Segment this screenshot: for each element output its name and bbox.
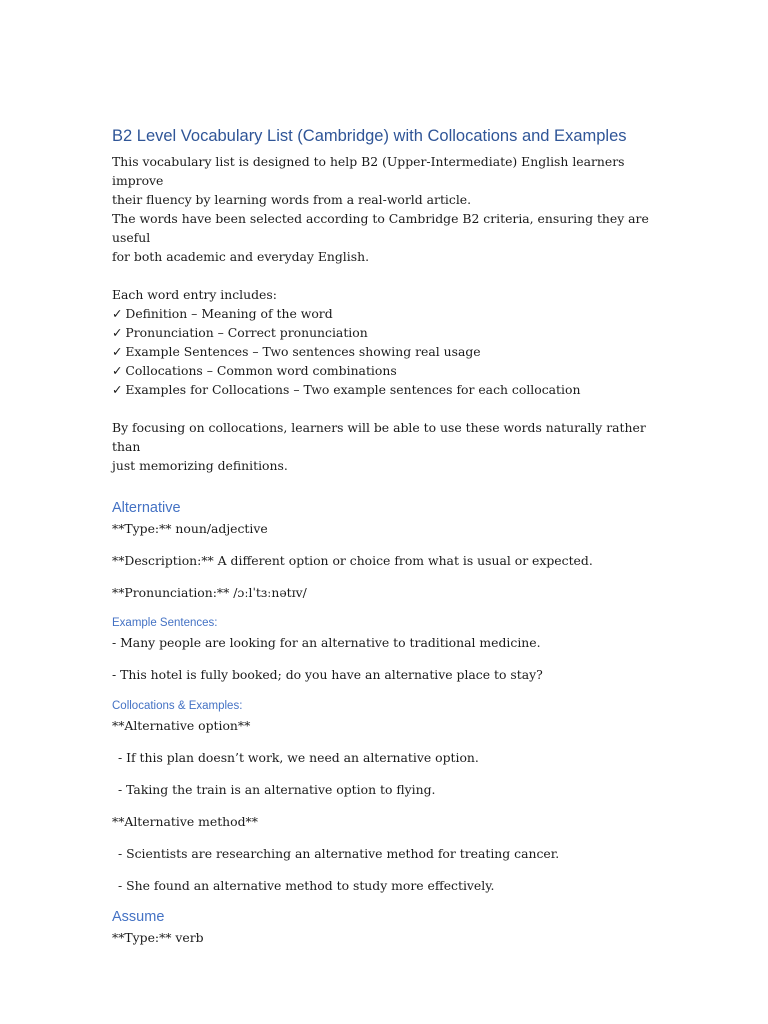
entry-intro: Each word entry includes: (112, 287, 277, 302)
word-pronunciation: **Pronunciation:** /ɔːlˈtɜːnətɪv/ (112, 585, 307, 600)
checklist-item: ✓ Example Sentences – Two sentences showing real usage (112, 342, 672, 361)
word-heading-alternative: Alternative (112, 500, 181, 516)
word-type: **Type:** verb (112, 930, 204, 945)
collocation-example: - If this plan doesn’t work, we need an alternative option. (118, 750, 479, 765)
example-sentences-heading: Example Sentences: (112, 617, 218, 629)
example-sentence: - This hotel is fully booked; do you have an alternative place to stay? (112, 667, 543, 682)
intro-line-1: This vocabulary list is designed to help B2 (Upper-Intermediate) English learners improve (112, 154, 625, 188)
focus-line-1: By focusing on collocations, learners will be able to use these words naturally rather than (112, 420, 646, 454)
document-page (112, 124, 672, 947)
word-heading-assume: Assume (112, 909, 165, 925)
example-sentence: - Many people are looking for an alternative to traditional medicine. (112, 635, 541, 650)
checklist-item: ✓ Pronunciation – Correct pronunciation (112, 323, 672, 342)
spacer (112, 399, 672, 418)
focus-line-2: just memorizing definitions. (112, 458, 288, 473)
entry-checklist (112, 304, 672, 399)
intro-line-2: their fluency by learning words from a real-world article. (112, 192, 472, 207)
document-title: B2 Level Vocabulary List (Cambridge) with Collocations and Examples (112, 127, 627, 145)
intro-line-3: The words have been selected according to Cambridge B2 criteria, ensuring they are useful (112, 211, 649, 245)
collocation-example: - Scientists are researching an alternative method for treating cancer. (118, 846, 560, 861)
collocations-heading: Collocations & Examples: (112, 700, 243, 712)
checklist-item: ✓ Definition – Meaning of the word (112, 304, 672, 323)
word-description: **Description:** A different option or choice from what is usual or expected. (112, 553, 593, 568)
collocation-example: - She found an alternative method to study more effectively. (118, 878, 495, 893)
checklist-item: ✓ Examples for Collocations – Two example sentences for each collocation (112, 380, 672, 399)
checklist-item: ✓ Collocations – Common word combinations (112, 361, 672, 380)
word-type: **Type:** noun/adjective (112, 521, 268, 536)
collocation-example: - Taking the train is an alternative option to flying. (118, 782, 436, 797)
spacer (112, 266, 672, 285)
collocation-name: **Alternative option** (112, 718, 251, 733)
collocation-name: **Alternative method** (112, 814, 258, 829)
intro-line-4: for both academic and everyday English. (112, 249, 370, 264)
